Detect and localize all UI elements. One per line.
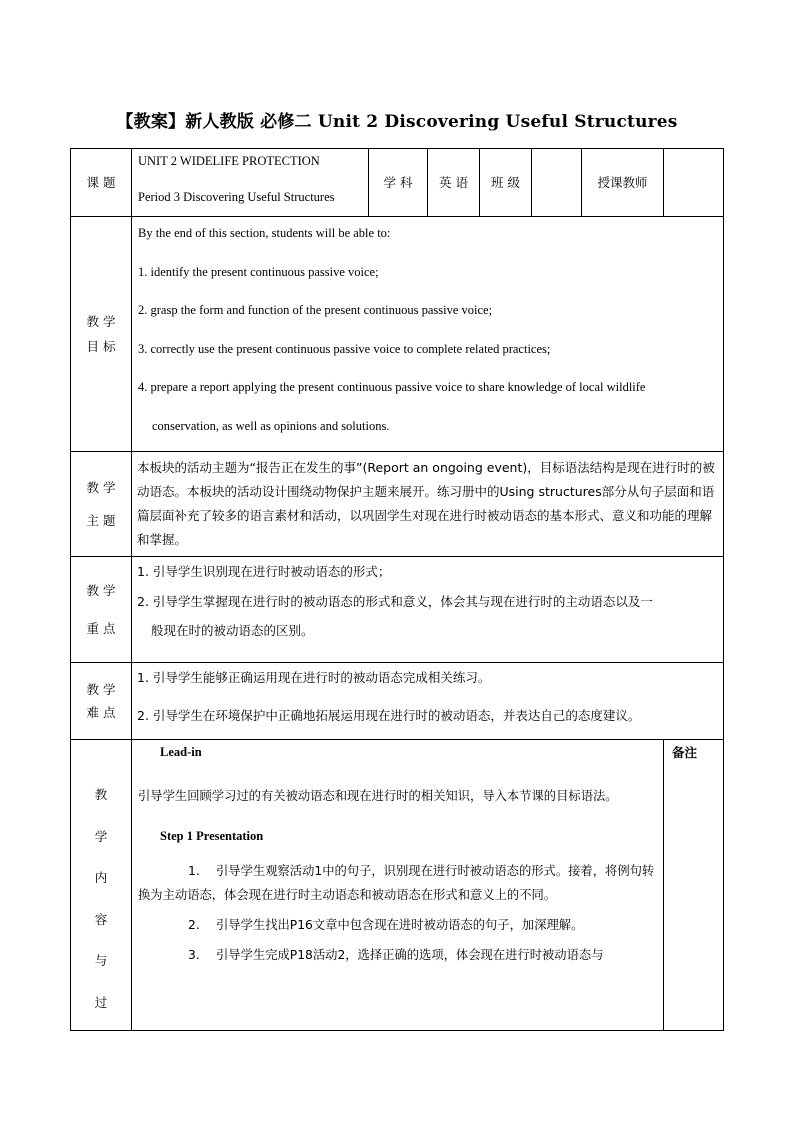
objectives-row <box>71 217 724 452</box>
difficulties-row <box>71 663 724 740</box>
theme-label-line2: 主 题 <box>86 513 116 528</box>
objective-item: 2. grasp the form and function of the present continuous passive voice; <box>138 303 493 317</box>
teacher-label: 授课教师 <box>582 149 664 217</box>
course-title-line2: Period 3 Discovering Useful Structures <box>138 189 335 204</box>
step-number: 3. <box>188 948 200 962</box>
header-row <box>71 149 724 217</box>
course-title-line1: UNIT 2 WIDELIFE PROTECTION <box>138 154 320 168</box>
key-point-item: 2. 引导学生掌握现在进行时的被动语态的形式和意义，体会其与现在进行时的主动语态以及一 <box>137 593 653 609</box>
objective-item: 4. prepare a report applying the present continuous passive voice to share knowledge of local wildlife <box>138 380 646 394</box>
key-point-item-continued: 般现在时的被动语态的区别。 <box>151 623 314 638</box>
content-label-char: 学 <box>94 828 108 844</box>
content-row <box>71 740 724 1031</box>
remark-cell <box>664 740 724 1031</box>
key-points-cell <box>132 557 724 663</box>
content-label <box>71 740 132 1031</box>
theme-label-line1: 教 学 <box>86 479 116 495</box>
theme-row <box>71 452 724 557</box>
step-item <box>138 859 657 907</box>
objectives-label-line1: 教 学 <box>86 313 116 329</box>
theme-text: 本板块的活动主题为“报告正在发生的事”(Report an ongoing event)，目标语法结构是现在进行时的被动语态。本板块的活动设计围绕动物保护主题来展开。练习册中的Using structures部分从句子层面和语篇层面补充了较多的语言素材和活动，以巩固学生对现在进行时被动语态的基本形式、意义和功能的理解和掌握。 <box>132 452 724 557</box>
class-label: 班 级 <box>480 149 532 217</box>
step-item <box>138 943 657 967</box>
content-label-char: 与 <box>94 953 108 968</box>
teacher-value <box>664 149 724 217</box>
objective-item: 1. identify the present continuous passive voice; <box>138 264 379 279</box>
content-label-char: 教 <box>94 787 108 802</box>
theme-label <box>71 452 132 557</box>
objective-item-continued: conservation, as well as opinions and solutions. <box>152 418 390 433</box>
step-number: 1. <box>188 864 200 878</box>
key-points-label <box>71 557 132 663</box>
document-title: 【教案】新人教版 必修二 Unit 2 Discovering Useful Structures <box>116 112 678 132</box>
difficulty-item: 1. 引导学生能够正确运用现在进行时的被动语态完成相关练习。 <box>137 670 491 685</box>
remark-label: 备注 <box>672 745 698 760</box>
step-text: 引导学生完成P18活动2，选择正确的选项，体会现在进行时被动语态与 <box>216 948 604 962</box>
difficulties-label-line1: 教 学 <box>86 681 116 697</box>
difficulty-item: 2. 引导学生在环境保护中正确地拓展运用现在进行时的被动语态，并表达自己的态度建议。 <box>137 707 641 723</box>
leadin-text: 引导学生回顾学习过的有关被动语态和现在进行时的相关知识，导入本节课的目标语法。 <box>138 788 618 803</box>
subject-label: 学 科 <box>369 149 428 217</box>
step-text: 引导学生找出P16文章中包含现在进时被动语态的句子，加深理解。 <box>216 918 584 932</box>
subject-value: 英 语 <box>428 149 480 217</box>
objectives-cell <box>132 217 724 452</box>
step-number: 2. <box>188 918 200 932</box>
key-point-item: 1. 引导学生识别现在进行时被动语态的形式； <box>137 564 391 579</box>
lesson-plan-table <box>70 148 724 1031</box>
key-points-row <box>71 557 724 663</box>
key-points-label-line2: 重 点 <box>86 620 116 636</box>
difficulties-label <box>71 663 132 740</box>
leadin-title: Lead-in <box>160 745 202 759</box>
objectives-label <box>71 217 132 452</box>
step-item <box>138 913 657 937</box>
content-cell <box>132 740 664 1031</box>
step1-title: Step 1 Presentation <box>160 828 264 843</box>
difficulties-label-line2: 难 点 <box>86 705 116 720</box>
course-title-cell <box>132 149 369 217</box>
objectives-intro: By the end of this section, students will be able to: <box>138 226 391 240</box>
key-points-label-line1: 教 学 <box>86 583 116 598</box>
course-label: 课 题 <box>71 149 132 217</box>
step-text: 引导学生观察活动1中的句子，识别现在进行时被动语态的形式。接着，将例句转换为主动语态，体会现在进行时主动语态和被动语态在形式和意义上的不同。 <box>138 864 655 902</box>
objective-item: 3. correctly use the present continuous passive voice to complete related practices; <box>138 341 551 356</box>
content-label-char: 过 <box>94 994 108 1010</box>
class-value <box>532 149 582 217</box>
content-label-char: 内 <box>94 870 108 885</box>
difficulties-cell <box>132 663 724 740</box>
objectives-label-line2: 目 标 <box>86 339 116 354</box>
content-label-char: 容 <box>94 911 108 927</box>
